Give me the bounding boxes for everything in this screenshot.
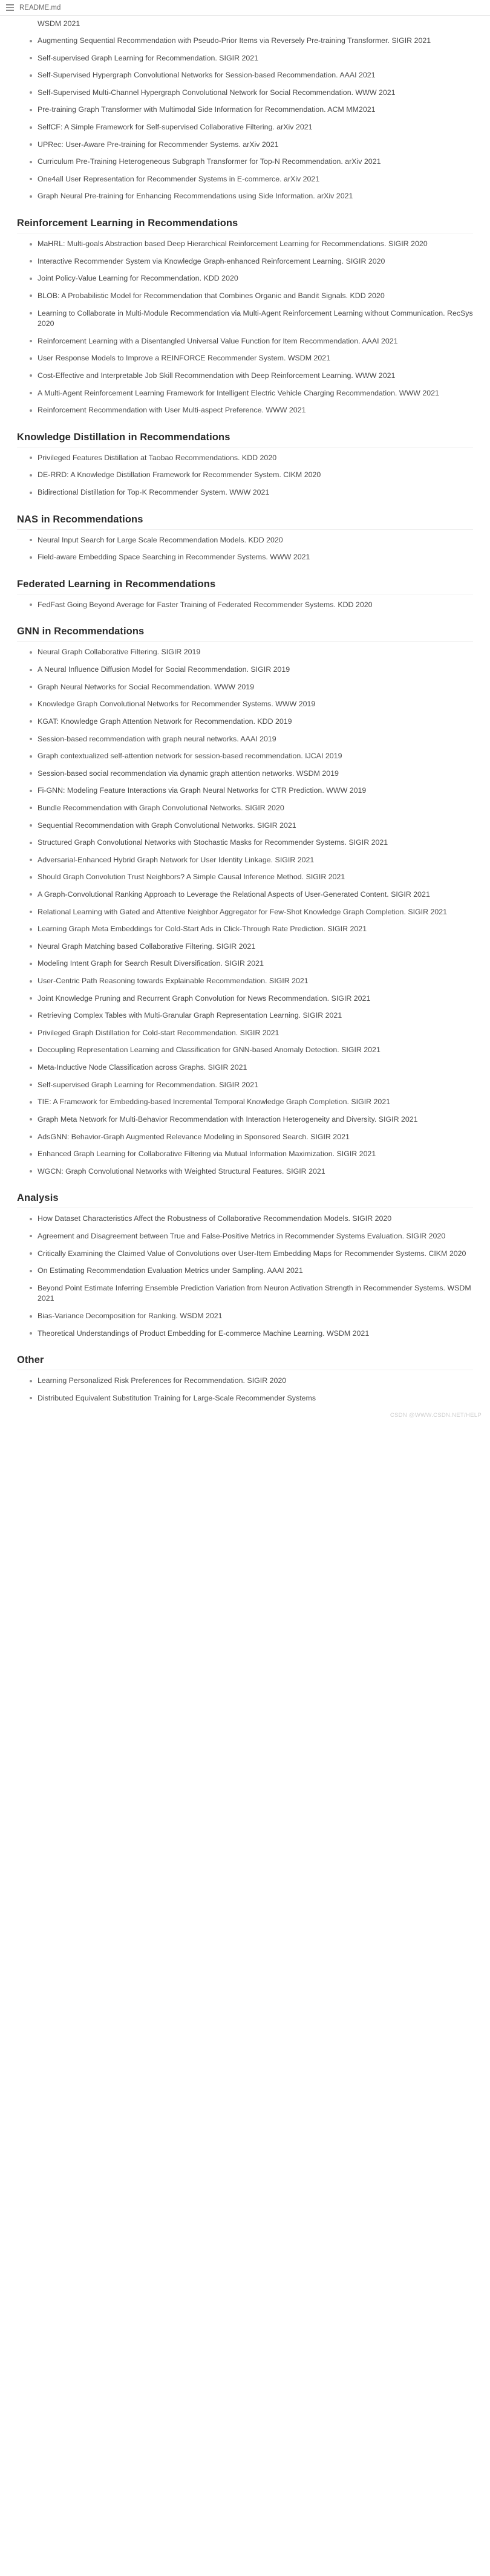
list-item: Field-aware Embedding Space Searching in Recommender Systems. WWW 2021 — [29, 552, 473, 563]
list-item: Learning to Collaborate in Multi-Module Recommendation via Multi-Agent Reinforcement Learning without Communication. RecSys 2020 — [29, 308, 473, 330]
list-item: Graph Neural Networks for Social Recommendation. WWW 2019 — [29, 682, 473, 693]
list-item: Neural Input Search for Large Scale Recommendation Models. KDD 2020 — [29, 535, 473, 546]
markdown-content — [0, 16, 490, 1403]
list-item: Enhanced Graph Learning for Collaborative Filtering via Mutual Information Maximization. SIGIR 2021 — [29, 1149, 473, 1160]
list-item: Modeling Intent Graph for Search Result Diversification. SIGIR 2021 — [29, 958, 473, 969]
list-item: On Estimating Recommendation Evaluation Metrics under Sampling. AAAI 2021 — [29, 1266, 473, 1277]
list-item: Structured Graph Convolutional Networks with Stochastic Masks for Recommender Systems. SIGIR 2021 — [29, 838, 473, 848]
list-item: Knowledge Graph Convolutional Networks for Recommender Systems. WWW 2019 — [29, 699, 473, 710]
list-item: Bundle Recommendation with Graph Convolutional Networks. SIGIR 2020 — [29, 803, 473, 814]
list-item: Bias-Variance Decomposition for Ranking. WSDM 2021 — [29, 1311, 473, 1322]
paper-list-nas — [17, 535, 473, 563]
list-item: Self-Supervised Hypergraph Convolutional Networks for Session-based Recommendation. AAAI 2021 — [29, 70, 473, 81]
list-item: Beyond Point Estimate Inferring Ensemble Prediction Variation from Neuron Activation Strength in Recommender Systems. WSDM 2021 — [29, 1283, 473, 1304]
list-item: Sequential Recommendation with Graph Convolutional Networks. SIGIR 2021 — [29, 821, 473, 831]
list-item: A Multi-Agent Reinforcement Learning Framework for Intelligent Electric Vehicle Charging Recommendation. WWW 2021 — [29, 388, 473, 399]
list-item: Session-based recommendation with graph neural networks. AAAI 2019 — [29, 734, 473, 745]
section-heading-gnn: GNN in Recommendations — [17, 626, 145, 637]
list-item: Retrieving Complex Tables with Multi-Granular Graph Representation Learning. SIGIR 2021 — [29, 1010, 473, 1021]
section-heading-analysis: Analysis — [17, 1192, 59, 1204]
list-item: Reinforcement Recommendation with User Multi-aspect Preference. WWW 2021 — [29, 405, 473, 416]
list-item: Self-Supervised Multi-Channel Hypergraph Convolutional Network for Social Recommendation. WWW 2021 — [29, 88, 473, 99]
list-item: Self-supervised Graph Learning for Recommendation. SIGIR 2021 — [29, 53, 473, 64]
list-item: KGAT: Knowledge Graph Attention Network for Recommendation. KDD 2019 — [29, 717, 473, 727]
list-item: Session-based social recommendation via dynamic graph attention networks. WSDM 2019 — [29, 769, 473, 779]
list-item: Agreement and Disagreement between True and False-Positive Metrics in Recommender Systems Evaluation. SIGIR 2020 — [29, 1231, 473, 1242]
list-item: Neural Graph Collaborative Filtering. SIGIR 2019 — [29, 647, 473, 658]
list-item: One4all User Representation for Recommender Systems in E-commerce. arXiv 2021 — [29, 174, 473, 185]
list-item: TIE: A Framework for Embedding-based Incremental Temporal Knowledge Graph Completion. SIGIR 2021 — [29, 1097, 473, 1108]
list-item: Graph Meta Network for Multi-Behavior Recommendation with Interaction Heterogeneity and Diversity. SIGIR 2021 — [29, 1114, 473, 1125]
file-name-label: README.md — [19, 4, 61, 11]
paper-list-intro — [17, 36, 473, 202]
section-divider — [17, 641, 473, 642]
section-heading-other: Other — [17, 1355, 44, 1366]
section-heading-nas: NAS in Recommendations — [17, 513, 143, 525]
list-item: Pre-training Graph Transformer with Multimodal Side Information for Recommendation. ACM MM2021 — [29, 105, 473, 115]
list-item: How Dataset Characteristics Affect the Robustness of Collaborative Recommendation Models. SIGIR 2020 — [29, 1214, 473, 1225]
list-item: Fi-GNN: Modeling Feature Interactions via Graph Neural Networks for CTR Prediction. WWW 2019 — [29, 785, 473, 796]
list-item: DE-RRD: A Knowledge Distillation Framework for Recommender System. CIKM 2020 — [29, 470, 473, 481]
list-item: Should Graph Convolution Trust Neighbors? A Simple Causal Inference Method. SIGIR 2021 — [29, 872, 473, 883]
paper-list-fl — [17, 600, 473, 611]
list-item: Privileged Features Distillation at Taobao Recommendations. KDD 2020 — [29, 453, 473, 464]
list-item: Cost-Effective and Interpretable Job Skill Recommendation with Deep Reinforcement Learning. WWW 2021 — [29, 371, 473, 382]
list-item: Interactive Recommender System via Knowledge Graph-enhanced Reinforcement Learning. SIGIR 2020 — [29, 256, 473, 267]
list-item: Self-supervised Graph Learning for Recommendation. SIGIR 2021 — [29, 1080, 473, 1091]
list-item: Reinforcement Learning with a Disentangled Universal Value Function for Item Recommendation. AAAI 2021 — [29, 336, 473, 347]
watermark: CSDN @WWW.CSDN.NET/HELP — [390, 1412, 482, 1419]
list-item: FedFast Going Beyond Average for Faster Training of Federated Recommender Systems. KDD 2020 — [29, 600, 473, 611]
paper-list-analysis — [17, 1214, 473, 1339]
paper-list-other — [17, 1376, 473, 1403]
list-item: AdsGNN: Behavior-Graph Augmented Relevance Modeling in Sponsored Search. SIGIR 2021 — [29, 1132, 473, 1143]
list-item: User Response Models to Improve a REINFORCE Recommender System. WSDM 2021 — [29, 353, 473, 364]
list-item: Privileged Graph Distillation for Cold-start Recommendation. SIGIR 2021 — [29, 1028, 473, 1039]
lead-fragment: WSDM 2021 — [38, 19, 80, 28]
list-item: MaHRL: Multi-goals Abstraction based Deep Hierarchical Reinforcement Learning for Recommendations. SIGIR 2020 — [29, 239, 473, 250]
list-item: A Graph-Convolutional Ranking Approach to Leverage the Relational Aspects of User-Generated Content. SIGIR 2021 — [29, 890, 473, 900]
section-heading-fl: Federated Learning in Recommendations — [17, 578, 216, 590]
list-item: Bidirectional Distillation for Top-K Recommender System. WWW 2021 — [29, 487, 473, 498]
list-item: WGCN: Graph Convolutional Networks with Weighted Structural Features. SIGIR 2021 — [29, 1166, 473, 1177]
list-item: Neural Graph Matching based Collaborative Filtering. SIGIR 2021 — [29, 942, 473, 952]
section-divider — [17, 529, 473, 530]
list-item: Joint Policy-Value Learning for Recommendation. KDD 2020 — [29, 273, 473, 284]
list-item: Theoretical Understandings of Product Embedding for E-commerce Machine Learning. WSDM 2021 — [29, 1329, 473, 1339]
paper-list-gnn — [17, 647, 473, 1177]
list-item: Learning Personalized Risk Preferences for Recommendation. SIGIR 2020 — [29, 1376, 473, 1387]
section-heading-rl: Reinforcement Learning in Recommendations — [17, 218, 238, 229]
hamburger-icon[interactable] — [6, 4, 14, 11]
titlebar — [0, 0, 490, 16]
list-item: Augmenting Sequential Recommendation with Pseudo-Prior Items via Reversely Pre-training Transformer. SIGIR 2021 — [29, 36, 473, 47]
list-item: Distributed Equivalent Substitution Training for Large-Scale Recommender Systems — [29, 1393, 473, 1404]
list-item: Adversarial-Enhanced Hybrid Graph Network for User Identity Linkage. SIGIR 2021 — [29, 855, 473, 866]
sections-root — [17, 36, 473, 1403]
paper-list-kd — [17, 453, 473, 498]
list-item: User-Centric Path Reasoning towards Explainable Recommendation. SIGIR 2021 — [29, 976, 473, 987]
list-item: Curriculum Pre-Training Heterogeneous Subgraph Transformer for Top-N Recommendation. arXiv 2021 — [29, 157, 473, 168]
list-item: Learning Graph Meta Embeddings for Cold-Start Ads in Click-Through Rate Prediction. SIGIR 2021 — [29, 924, 473, 935]
list-item: A Neural Influence Diffusion Model for Social Recommendation. SIGIR 2019 — [29, 665, 473, 675]
list-item: Decoupling Representation Learning and Classification for GNN-based Anomaly Detection. SIGIR 2021 — [29, 1045, 473, 1056]
paper-list-rl — [17, 239, 473, 416]
list-item: Meta-Inductive Node Classification across Graphs. SIGIR 2021 — [29, 1062, 473, 1073]
list-item: Joint Knowledge Pruning and Recurrent Graph Convolution for News Recommendation. SIGIR 2021 — [29, 994, 473, 1004]
list-item: UPRec: User-Aware Pre-training for Recommender Systems. arXiv 2021 — [29, 140, 473, 151]
list-item: Graph Neural Pre-training for Enhancing Recommendations using Side Information. arXiv 2021 — [29, 191, 473, 202]
list-item: Critically Examining the Claimed Value of Convolutions over User-Item Embedding Maps for Recommender Systems. CIKM 2020 — [29, 1249, 473, 1260]
list-item: BLOB: A Probabilistic Model for Recommendation that Combines Organic and Bandit Signals. KDD 2020 — [29, 291, 473, 302]
list-item: Graph contextualized self-attention network for session-based recommendation. IJCAI 2019 — [29, 751, 473, 762]
list-item: Relational Learning with Gated and Attentive Neighbor Aggregator for Few-Shot Knowledge Graph Completion. SIGIR 2021 — [29, 907, 473, 918]
section-heading-kd: Knowledge Distillation in Recommendations — [17, 431, 230, 443]
list-item: SelfCF: A Simple Framework for Self-supervised Collaborative Filtering. arXiv 2021 — [29, 122, 473, 133]
